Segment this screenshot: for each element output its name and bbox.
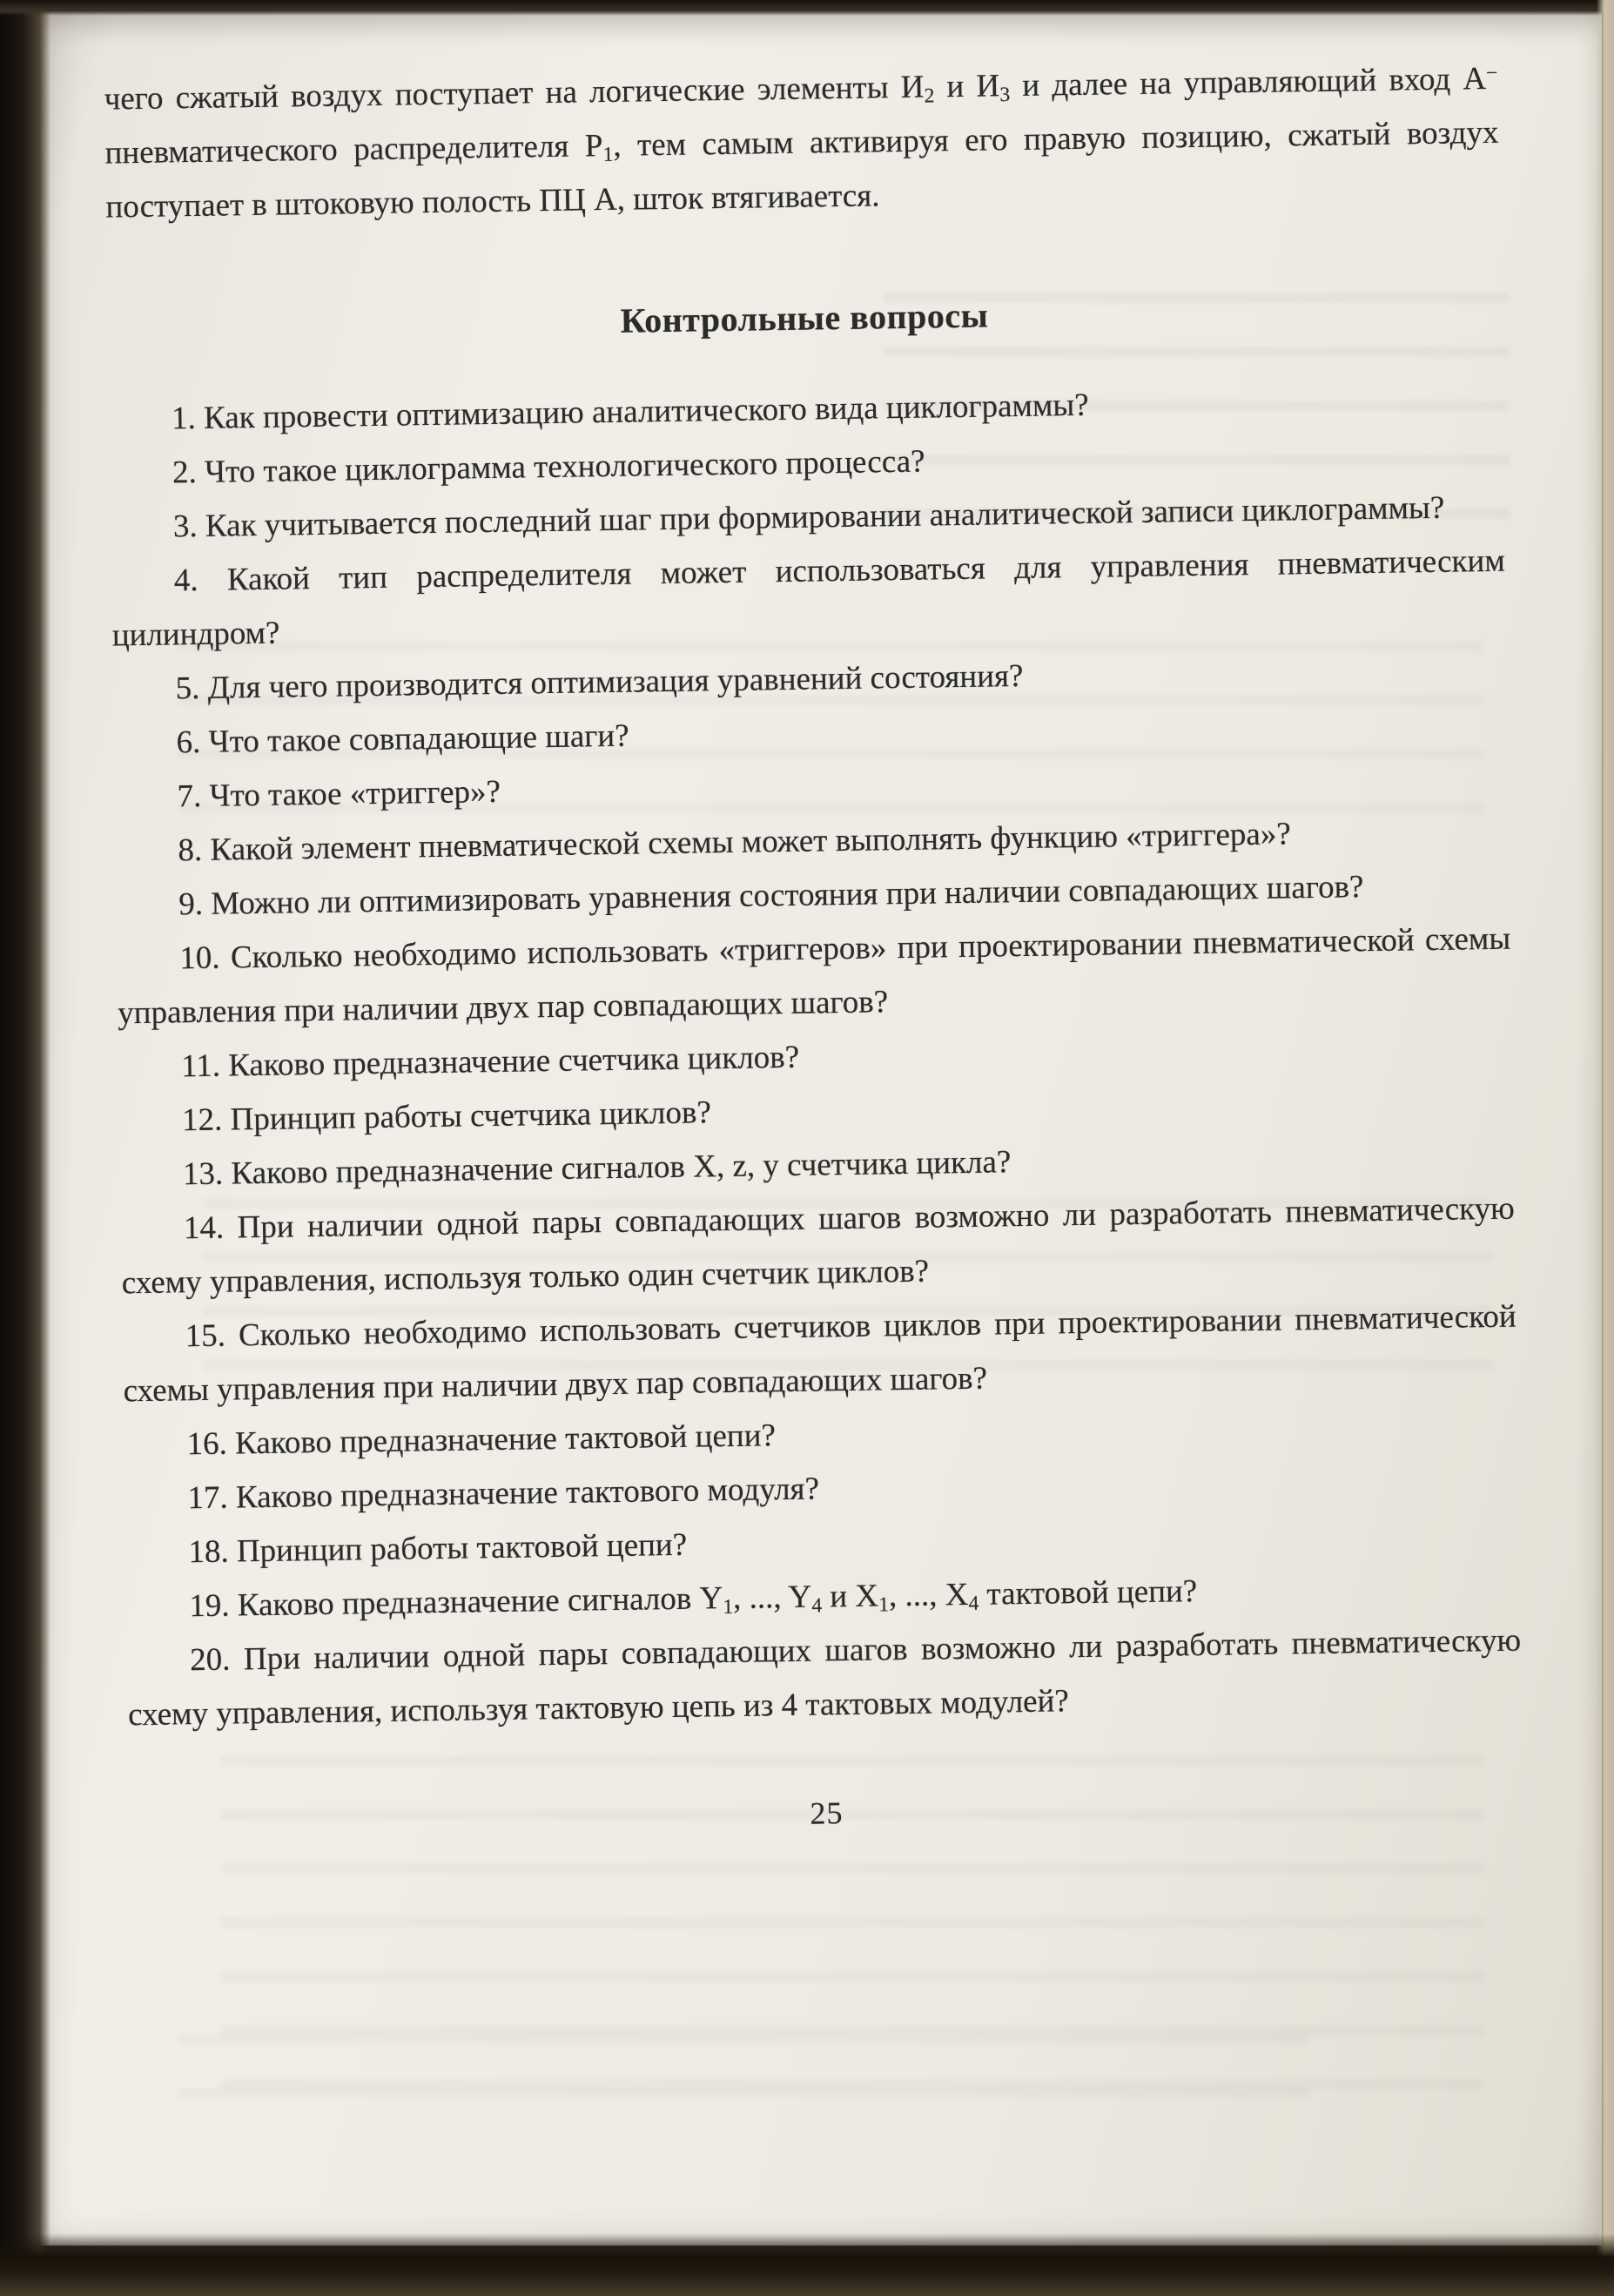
book-top-edge [0, 0, 1614, 16]
question-item: 2. Что такое циклограмма технологического процесса? [171, 443, 925, 491]
question-item: 12. Принцип работы счетчика циклов? [181, 1094, 712, 1139]
book-binding-edge [0, 0, 50, 2296]
question-item: 4. Какой тип распределителя может использоваться для управления пневматическим цилиндром? [111, 542, 1506, 654]
question-item: 14. При наличии одной пары совпадающих шагов возможно ли разработать пневматическую схему управления, используя только один счетчик циклов? [121, 1190, 1516, 1302]
intro-paragraph: чего сжатый воздух поступает на логические элементы $И_2$ и $И_3$ и далее на управляющий вход А− пневматического распределителя $Р_1$, тем самым активируя его правую позицию, сжатый воздух поступает в штоковую полость ПЦ А, шток втягивается. [104, 60, 1499, 226]
question-item: 9. Можно ли оптимизировать уравнения состояния при наличии совпадающих шагов? [178, 869, 1364, 923]
page-content [104, 52, 1530, 2255]
questions-list [109, 373, 1523, 1743]
question-item: 17. Каково предназначение тактового модуля? [187, 1471, 820, 1517]
question-item: 20. При наличии одной пары совпадающих шагов возможно ли разработать пневматическую схему управления, используя тактовую цепь из 4 тактовых модулей? [127, 1622, 1522, 1734]
question-item: 11. Каково предназначение счетчика циклов? [180, 1039, 800, 1085]
question-item: 8. Какой элемент пневматической схемы может выполнять функцию «триггера»? [178, 816, 1292, 869]
question-item: 7. Что такое «триггер»? [177, 773, 501, 815]
book-right-edge [1597, 0, 1614, 2296]
page-surface [30, 9, 1602, 2246]
question-item: 19. Каково предназначение сигналов $Y_1$, ..., $Y_4$ и $X_1$, ..., $X_4$ тактовой цепи? [189, 1573, 1198, 1625]
page-number: 25 [810, 1795, 844, 1831]
question-item: 1. Как провести оптимизацию аналитического вида циклограммы? [171, 387, 1089, 437]
section-heading: Контрольные вопросы [620, 295, 989, 340]
question-item: 6. Что такое совпадающие шаги? [176, 717, 629, 761]
question-item: 5. Для чего производится оптимизация уравнений состояния? [175, 657, 1024, 707]
question-item: 10. Сколько необходимо использовать «триггеров» при проектировании пневматической схемы управления при наличии двух пар совпадающих шагов? [117, 920, 1511, 1032]
question-item: 16. Каково предназначение тактовой цепи? [186, 1417, 777, 1463]
book-bottom-edge [0, 2233, 1614, 2296]
question-item: 13. Каково предназначение сигналов X, z, y счетчика цикла? [182, 1144, 1012, 1193]
question-item: 15. Сколько необходимо использовать счетчиков циклов при проектировании пневматической схемы управления при наличии двух пар совпадающих шагов? [123, 1298, 1516, 1410]
question-item: 3. Как учитывается последний шаг при формировании аналитической записи циклограммы? [172, 489, 1445, 545]
question-item: 18. Принцип работы тактовой цепи? [188, 1526, 688, 1571]
